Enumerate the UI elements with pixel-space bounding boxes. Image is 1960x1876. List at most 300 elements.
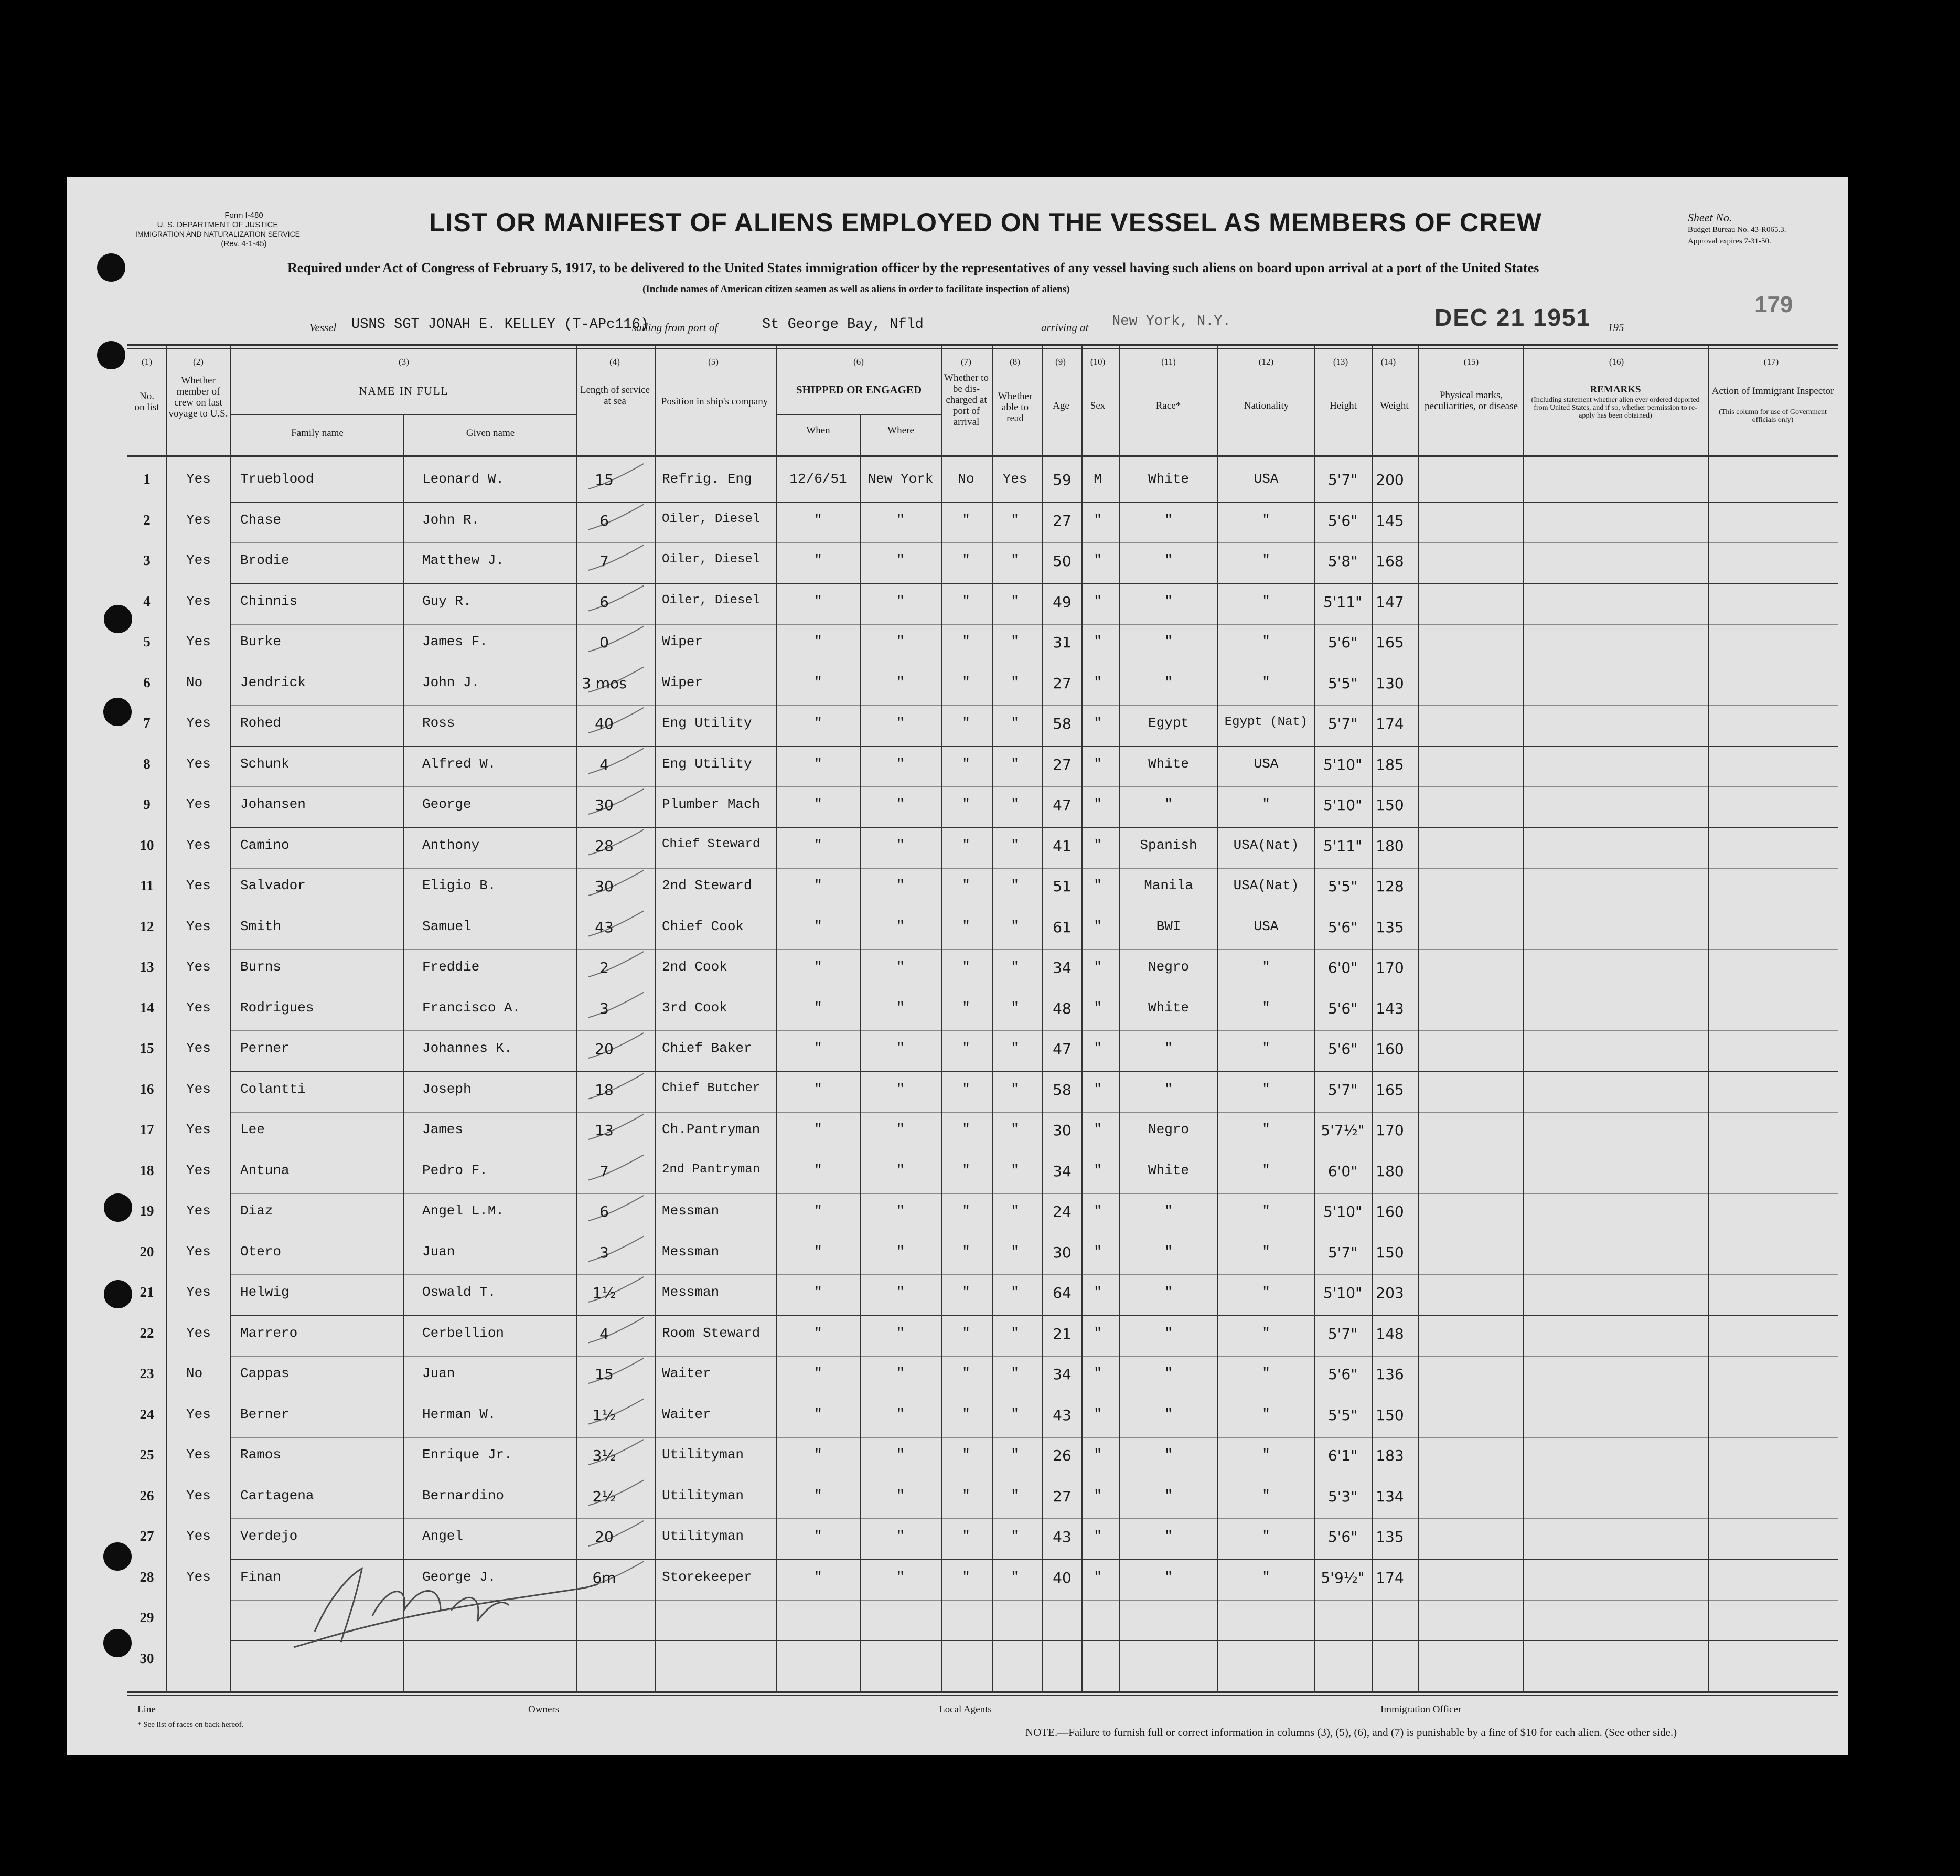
cell-height: 5'6"	[1327, 999, 1358, 1017]
cell-age: 61	[1053, 918, 1072, 936]
cell-when: "	[814, 593, 822, 609]
cell-read: "	[1011, 1406, 1019, 1422]
cell-given: Oswald T.	[422, 1284, 496, 1300]
cell-age: 47	[1053, 1040, 1072, 1058]
cell-disch: "	[962, 1447, 970, 1463]
cell-age: 26	[1053, 1447, 1072, 1464]
cell-where: "	[896, 1447, 905, 1463]
date-stamp: DEC 21 1951	[1434, 304, 1591, 331]
cell-disch: "	[962, 959, 970, 975]
cell-read: "	[1011, 878, 1019, 893]
cell-race: "	[1164, 1528, 1173, 1544]
cell-given: Francisco A.	[422, 999, 521, 1016]
cell-age: 50	[1053, 552, 1072, 570]
cell-weight: 130	[1376, 674, 1404, 692]
cell-disch: "	[962, 1122, 970, 1137]
cell-prev: No	[186, 1366, 203, 1381]
cell-height: 5'6"	[1327, 1366, 1358, 1383]
cell-no: 24	[140, 1406, 154, 1422]
cell-prev: Yes	[186, 1040, 211, 1056]
cell-sex: "	[1094, 1487, 1102, 1504]
cell-service: 3½	[592, 1447, 616, 1464]
cell-given: James F.	[422, 634, 488, 649]
cell-nat: Egypt (Nat)	[1224, 715, 1308, 729]
cell-age: 51	[1053, 878, 1072, 895]
cell-age: 59	[1053, 471, 1072, 488]
cell-where: "	[896, 878, 905, 893]
cell-given: Freddie	[422, 959, 480, 975]
cell-height: 5'7"	[1327, 715, 1358, 732]
cell-read: "	[1011, 1203, 1019, 1219]
cell-when: "	[814, 1162, 822, 1178]
cell-read: "	[1011, 1366, 1019, 1381]
col1-header: No. on list	[134, 391, 159, 413]
cell-sex: M	[1094, 471, 1102, 487]
cell-height: 5'11"	[1323, 837, 1363, 855]
cell-weight: 143	[1376, 999, 1404, 1017]
cell-height: 5'10"	[1323, 755, 1363, 773]
cell-when: "	[814, 1284, 822, 1300]
cell-service: 15	[595, 471, 614, 488]
cell-given: Eligio B.	[422, 878, 496, 893]
cell-weight: 180	[1376, 1162, 1404, 1180]
column-number: (14)	[1380, 357, 1396, 367]
cell-race: White	[1148, 471, 1189, 487]
cell-where: "	[896, 715, 905, 731]
cell-no: 30	[140, 1650, 154, 1666]
cell-family: Trueblood	[240, 471, 314, 487]
cell-nat: "	[1262, 1366, 1270, 1381]
cell-position: Messman	[662, 1203, 720, 1219]
cell-sex: "	[1094, 1243, 1102, 1260]
cell-read: "	[1011, 593, 1019, 609]
cell-no: 28	[140, 1569, 154, 1585]
cell-no: 16	[140, 1081, 154, 1097]
cell-disch: "	[962, 552, 970, 568]
cell-given: Enrique Jr.	[422, 1447, 512, 1463]
cell-when: "	[814, 1528, 822, 1544]
cell-read: "	[1011, 796, 1019, 812]
col14-header: Weight	[1380, 400, 1409, 411]
cell-height: 5'10"	[1323, 1284, 1363, 1302]
vessel-label: Vessel	[309, 321, 337, 334]
col6a-header: When	[806, 425, 830, 436]
cell-family: Schunk	[240, 755, 290, 772]
cell-disch: "	[962, 1040, 970, 1056]
cell-weight: 135	[1376, 1528, 1404, 1545]
cell-weight: 145	[1376, 511, 1404, 529]
cell-nat: "	[1262, 1203, 1270, 1219]
cell-position: 2nd Steward	[662, 878, 752, 893]
cell-given: Cerbellion	[422, 1325, 505, 1341]
cell-family: Lee	[240, 1122, 265, 1137]
cell-when: "	[814, 674, 822, 690]
cell-weight: 150	[1376, 796, 1404, 814]
cell-disch: "	[962, 1203, 970, 1219]
cell-read: "	[1011, 634, 1019, 649]
cell-sex: "	[1094, 511, 1102, 528]
cell-no: 6	[143, 674, 151, 690]
cell-prev: Yes	[186, 1569, 211, 1585]
col17-sub: (This column for use of Government officials only)	[1719, 408, 1827, 424]
cell-position: Oiler, Diesel	[662, 552, 761, 567]
cell-family: Smith	[240, 918, 282, 934]
cell-given: John J.	[422, 674, 480, 690]
cell-when: "	[814, 796, 822, 812]
cell-prev: Yes	[186, 1203, 211, 1219]
cell-weight: 168	[1376, 552, 1404, 570]
cell-disch: "	[962, 1325, 970, 1341]
cell-family: Burns	[240, 959, 282, 975]
cell-given: George J.	[422, 1569, 496, 1585]
cell-position: Utilityman	[662, 1528, 744, 1544]
cell-position: Refrig. Eng	[662, 471, 752, 487]
cell-when: "	[814, 1122, 822, 1137]
cell-service: 13	[595, 1122, 614, 1139]
col3a-header: Family name	[291, 428, 344, 439]
cell-where: "	[896, 959, 905, 975]
cell-prev: Yes	[186, 959, 211, 975]
cell-where: "	[896, 837, 905, 853]
cell-disch: "	[962, 796, 970, 812]
cell-when: "	[814, 1243, 822, 1260]
cell-where: "	[896, 755, 905, 772]
cell-where: "	[896, 674, 905, 690]
cell-height: 6'0"	[1327, 959, 1358, 976]
cell-sex: "	[1094, 1162, 1102, 1178]
cell-position: Utilityman	[662, 1487, 744, 1504]
cell-given: Johannes K.	[422, 1040, 512, 1056]
cell-service: 6	[599, 1203, 609, 1220]
cell-prev: Yes	[186, 634, 211, 649]
cell-service: 15	[595, 1366, 614, 1383]
cell-nat: "	[1262, 634, 1270, 649]
cell-prev: Yes	[186, 755, 211, 772]
cell-read: "	[1011, 1081, 1019, 1097]
cell-height: 5'7½"	[1321, 1122, 1365, 1139]
cell-age: 27	[1053, 1487, 1072, 1505]
cell-sex: "	[1094, 1366, 1102, 1381]
cell-where: "	[896, 1081, 905, 1097]
cell-disch: No	[958, 471, 974, 487]
cell-disch: "	[962, 715, 970, 731]
cell-height: 5'7"	[1327, 471, 1358, 488]
col9-header: Age	[1053, 400, 1069, 411]
cell-service: 3	[599, 999, 609, 1017]
cell-prev: Yes	[186, 999, 211, 1016]
column-number: (16)	[1609, 357, 1624, 367]
cell-family: Chinnis	[240, 593, 298, 609]
cell-weight: 180	[1376, 837, 1404, 855]
cell-given: Angel	[422, 1528, 464, 1544]
cell-family: Diaz	[240, 1203, 273, 1219]
cell-when: "	[814, 755, 822, 772]
cell-when: "	[814, 999, 822, 1016]
races-note: * See list of races on back hereof.	[137, 1721, 244, 1729]
cell-age: 43	[1053, 1528, 1072, 1545]
cell-prev: Yes	[186, 1122, 211, 1137]
cell-prev: Yes	[186, 918, 211, 934]
cell-no: 5	[143, 634, 151, 649]
cell-nat: "	[1262, 1528, 1270, 1544]
cell-sex: "	[1094, 1081, 1102, 1097]
footer-line: Line	[137, 1704, 156, 1715]
cell-prev: Yes	[186, 593, 211, 609]
cell-weight: 150	[1376, 1406, 1404, 1424]
cell-race: White	[1148, 999, 1189, 1016]
cell-family: Camino	[240, 837, 290, 853]
page-title: LIST OR MANIFEST OF ALIENS EMPLOYED ON THE VESSEL AS MEMBERS OF CREW	[429, 208, 1542, 237]
cell-family: Finan	[240, 1569, 282, 1585]
cell-position: Wiper	[662, 674, 703, 690]
cell-family: Johansen	[240, 796, 306, 812]
cell-weight: 165	[1376, 1081, 1404, 1099]
cell-no: 14	[140, 999, 154, 1016]
cell-age: 30	[1053, 1122, 1072, 1139]
cell-disch: "	[962, 837, 970, 853]
cell-weight: 170	[1376, 1122, 1404, 1139]
cell-disch: "	[962, 1081, 970, 1097]
cell-height: 5'10"	[1323, 1203, 1363, 1220]
cell-nat: USA(Nat)	[1233, 837, 1299, 853]
cell-when: "	[814, 837, 822, 853]
cell-disch: "	[962, 1487, 970, 1504]
cell-service: 6m	[592, 1569, 616, 1586]
cell-where: "	[896, 1487, 905, 1504]
cell-position: Eng Utility	[662, 715, 752, 731]
cell-position: Chief Butcher	[662, 1081, 761, 1095]
cell-weight: 128	[1376, 878, 1404, 895]
cell-age: 58	[1053, 715, 1072, 732]
cell-sex: "	[1094, 959, 1102, 975]
cell-age: 47	[1053, 796, 1072, 814]
cell-race: "	[1164, 674, 1173, 690]
cell-given: Samuel	[422, 918, 472, 934]
col6-header: SHIPPED OR ENGAGED	[796, 383, 922, 396]
cell-height: 5'6"	[1327, 511, 1358, 529]
cell-no: 22	[140, 1325, 154, 1341]
col16-sub: (Including statement whether alien ever ordered deported from United States, and if so, whether permission to re-apply has been obtained)	[1531, 396, 1700, 420]
cell-disch: "	[962, 878, 970, 893]
cell-service: 18	[595, 1081, 614, 1099]
cell-family: Chase	[240, 511, 282, 528]
cell-when: "	[814, 1040, 822, 1056]
cell-weight: 200	[1376, 471, 1404, 488]
cell-no: 1	[143, 471, 151, 487]
cell-race: "	[1164, 1284, 1173, 1300]
cell-disch: "	[962, 755, 970, 772]
cell-read: "	[1011, 1447, 1019, 1463]
cell-family: Antuna	[240, 1162, 290, 1178]
cell-disch: "	[962, 674, 970, 690]
cell-prev: No	[186, 674, 203, 690]
column-number: (17)	[1763, 357, 1779, 367]
cell-sex: "	[1094, 1122, 1102, 1137]
cell-when: "	[814, 1366, 822, 1381]
cell-given: Pedro F.	[422, 1162, 488, 1178]
cell-race: BWI	[1156, 918, 1181, 934]
cell-age: 41	[1053, 837, 1072, 855]
cell-service: 40	[595, 715, 614, 732]
column-number: (3)	[399, 357, 409, 367]
cell-service: 30	[595, 878, 614, 895]
penalty-note: NOTE.—Failure to furnish full or correct information in columns (3), (5), (6), and (7) is punishable by a fine of $10 for each alien. (See other side.)	[1025, 1726, 1677, 1739]
column-number: (12)	[1258, 357, 1274, 367]
cell-sex: "	[1094, 796, 1102, 812]
column-number: (4)	[609, 357, 620, 367]
cell-service: 0	[599, 634, 609, 651]
cell-position: Messman	[662, 1243, 720, 1260]
cell-disch: "	[962, 918, 970, 934]
cell-service: 3 mos	[582, 674, 627, 692]
cell-prev: Yes	[186, 878, 211, 893]
cell-sex: "	[1094, 837, 1102, 853]
cell-race: "	[1164, 1325, 1173, 1341]
cell-where: "	[896, 1040, 905, 1056]
cell-no: 13	[140, 959, 154, 975]
cell-weight: 183	[1376, 1447, 1404, 1464]
cell-position: Chief Baker	[662, 1040, 752, 1056]
cell-no: 15	[140, 1040, 154, 1056]
cell-when: "	[814, 511, 822, 528]
cell-race: "	[1164, 1406, 1173, 1422]
cell-prev: Yes	[186, 1406, 211, 1422]
cell-position: Eng Utility	[662, 755, 752, 772]
cell-no: 19	[140, 1203, 154, 1219]
cell-given: Ross	[422, 715, 455, 731]
column-number: (2)	[193, 357, 204, 367]
col3b-header: Given name	[466, 428, 515, 439]
cell-no: 3	[143, 552, 151, 568]
cell-nat: "	[1262, 1569, 1270, 1585]
cell-sex: "	[1094, 634, 1102, 649]
cell-disch: "	[962, 1284, 970, 1300]
cell-disch: "	[962, 1406, 970, 1422]
cell-no: 26	[140, 1487, 154, 1504]
cell-position: Waiter	[662, 1406, 711, 1422]
cell-position: Oiler, Diesel	[662, 511, 761, 526]
cell-prev: Yes	[186, 1284, 211, 1300]
cell-no: 8	[143, 755, 151, 772]
col11-header: Race*	[1155, 400, 1181, 411]
cell-disch: "	[962, 1528, 970, 1544]
col5-header: Position in ship's company	[661, 396, 768, 407]
cell-age: 34	[1053, 959, 1072, 976]
approval-expires: Approval expires 7-31-50.	[1688, 237, 1771, 246]
cell-race: "	[1164, 1203, 1173, 1219]
cell-race: "	[1164, 1040, 1173, 1056]
cell-sex: "	[1094, 1284, 1102, 1300]
page-stamp: 179	[1754, 292, 1793, 317]
cell-weight: 135	[1376, 918, 1404, 936]
cell-age: 30	[1053, 1243, 1072, 1261]
cell-read: "	[1011, 1487, 1019, 1504]
cell-disch: "	[962, 511, 970, 528]
cell-race: "	[1164, 1447, 1173, 1463]
cell-position: 3rd Cook	[662, 999, 727, 1016]
cell-no: 9	[143, 796, 151, 812]
cell-given: George	[422, 796, 472, 812]
cell-sex: "	[1094, 1447, 1102, 1463]
cell-position: 2nd Cook	[662, 959, 727, 975]
cell-read: Yes	[1002, 471, 1027, 487]
cell-where: "	[896, 1203, 905, 1219]
cell-nat: "	[1262, 1406, 1270, 1422]
col8-header: Whether able to read	[998, 391, 1033, 424]
cell-height: 5'6"	[1327, 918, 1358, 936]
cell-sex: "	[1094, 1203, 1102, 1219]
cell-service: 4	[599, 755, 609, 773]
signature	[283, 1553, 608, 1658]
budget-bureau: Budget Bureau No. 43-R065.3.	[1688, 226, 1786, 234]
cell-given: Angel L.M.	[422, 1203, 505, 1219]
year-label: 195	[1608, 321, 1624, 334]
cell-read: "	[1011, 1325, 1019, 1341]
cell-no: 7	[143, 715, 151, 731]
footer-agents: Local Agents	[939, 1704, 992, 1715]
cell-where: "	[896, 1162, 905, 1178]
cell-where: "	[896, 593, 905, 609]
cell-read: "	[1011, 1528, 1019, 1544]
cell-read: "	[1011, 552, 1019, 568]
cell-sex: "	[1094, 715, 1102, 731]
subtitle-note: (Include names of American citizen seamen as well as aliens in order to facilitate inspection of aliens)	[642, 284, 1070, 295]
cell-no: 25	[140, 1447, 154, 1463]
cell-age: 27	[1053, 755, 1072, 773]
form-number: Form I-480	[224, 211, 263, 220]
cell-nat: "	[1262, 959, 1270, 975]
cell-family: Cartagena	[240, 1487, 314, 1504]
cell-read: "	[1011, 511, 1019, 528]
cell-nat: USA	[1254, 755, 1279, 772]
cell-where: "	[896, 918, 905, 934]
cell-prev: Yes	[186, 471, 211, 487]
cell-position: Utilityman	[662, 1447, 744, 1463]
column-number: (9)	[1055, 357, 1066, 367]
cell-when: "	[814, 1203, 822, 1219]
cell-prev: Yes	[186, 1081, 211, 1097]
cell-service: 2½	[592, 1487, 616, 1505]
cell-where: "	[896, 634, 905, 649]
cell-age: 21	[1053, 1325, 1072, 1342]
cell-sex: "	[1094, 1325, 1102, 1341]
cell-read: "	[1011, 1284, 1019, 1300]
cell-nat: "	[1262, 1284, 1270, 1300]
cell-no: 2	[143, 511, 151, 528]
cell-service: 7	[599, 552, 609, 570]
cell-race: "	[1164, 511, 1173, 528]
cell-service: 43	[595, 918, 614, 936]
cell-weight: 147	[1376, 593, 1404, 611]
cell-nat: "	[1262, 511, 1270, 528]
cell-when: "	[814, 878, 822, 893]
cell-sex: "	[1094, 1406, 1102, 1422]
cell-read: "	[1011, 755, 1019, 772]
cell-read: "	[1011, 1162, 1019, 1178]
col7-header: Whether to be dis-charged at port of arrival	[944, 372, 989, 428]
cell-position: Oiler, Diesel	[662, 593, 761, 607]
cell-where: "	[896, 1569, 905, 1585]
cell-read: "	[1011, 674, 1019, 690]
cell-weight: 170	[1376, 959, 1404, 976]
cell-age: 58	[1053, 1081, 1072, 1099]
cell-prev: Yes	[186, 1528, 211, 1544]
cell-sex: "	[1094, 999, 1102, 1016]
cell-prev: Yes	[186, 1243, 211, 1260]
cell-read: "	[1011, 1243, 1019, 1260]
cell-race: "	[1164, 552, 1173, 568]
cell-family: Brodie	[240, 552, 290, 568]
